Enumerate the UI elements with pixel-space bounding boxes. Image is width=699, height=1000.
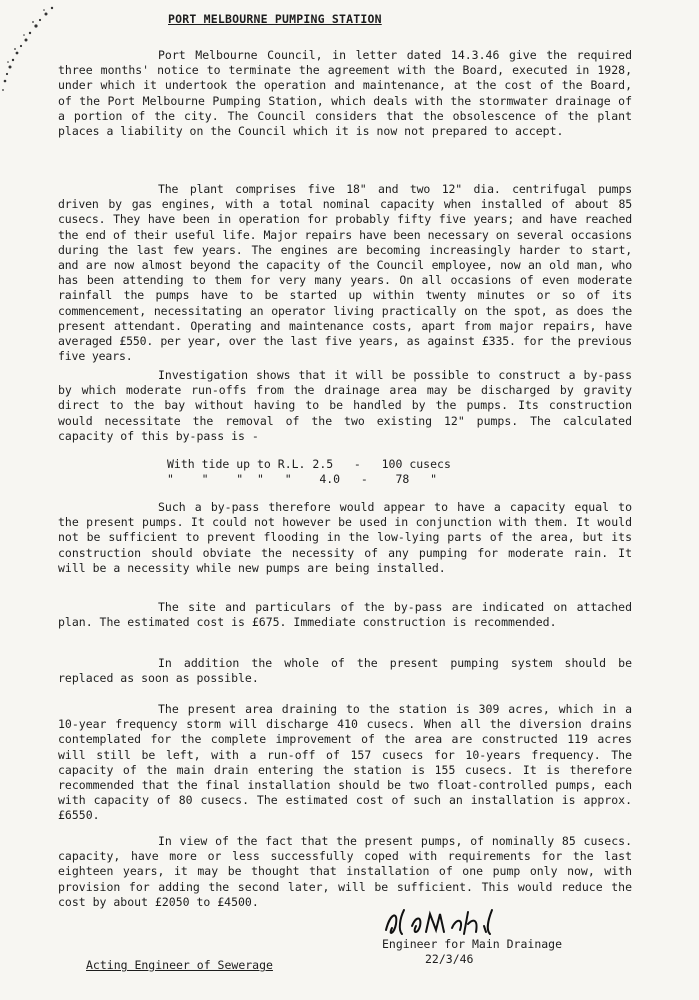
- paragraph-area-draining: The present area draining to the station is 309 acres, which in a 10-year frequency storm will discharge 410 cusecs. When all the diversion drains contemplated for the complete improvement of the area are constructed 119 acres will still be left, with a run-off of 157 cusecs for 10-years frequency. The capacity of the main drain entering the station is 155 cusecs. It is therefore recommended that the final installation should be two float-controlled pumps, each with capacity of 80 cusecs. The estimated cost of such an installation is approx. £6550.: [58, 702, 632, 823]
- capacity-row-high-tide: With tide up to R.L. 2.5 - 100 cusecs: [167, 457, 451, 471]
- signer-title: Engineer for Main Drainage: [382, 937, 563, 951]
- paragraph-bypass-capacity: Such a by-pass therefore would appear to have a capacity equal to the present pumps. It could not however be used in conjunction with them. It would not be sufficient to prevent flooding in the low-lying parts of the area, but its construction should obviate the necessity of any pumping for moderate rain. It will be a necessity while new pumps are being installed.: [58, 500, 632, 575]
- signature-date: 22/3/46: [425, 952, 474, 966]
- capacity-row-low-tide: " " " " " 4.0 - 78 ": [167, 472, 438, 486]
- paragraph-notice: Port Melbourne Council, in letter dated 14.3.46 give the required three months' notice to terminate the agreement with the Board, executed in 1928, under which it undertook the operation and maintenance, at the cost of the Board, of the Port Melbourne Pumping Station, which deals with the stormwater drainage of a portion of the city. The Council considers that the obsolescence of the plant places a liability on the Council which it is now not prepared to accept.: [58, 48, 632, 139]
- paragraph-recommendation: In view of the fact that the present pumps, of nominally 85 cusecs. capacity, have more or less successfully coped with requirements for the last eighteen years, it may be thought that installation of one pump only now, with provision for adding the second later, will be sufficient. This would reduce the cost by about £2050 to £4500.: [58, 834, 632, 909]
- document-title: PORT MELBOURNE PUMPING STATION: [168, 12, 382, 26]
- paragraph-site-cost: The site and particulars of the by-pass are indicated on attached plan. The estimated cost is £675. Immediate construction is recommended.: [58, 600, 632, 630]
- paragraph-plant-description: The plant comprises five 18" and two 12" dia. centrifugal pumps driven by gas engines, with a total nominal capacity when installed of about 85 cusecs. They have been in operation for probably fifty five years; and have reached the end of their useful life. Major repairs have been necessary on several occasions during the last few years. The engines are becoming increasingly harder to start, and are now almost beyond the capacity of the Council employee, now an old man, who has been attending to them for very many years. On all occasions of even moderate rainfall the pumps have to be started up within twenty minutes or so of its commencement, necessitating an operator living practically on the spot, as does the present attendant. Operating and maintenance costs, apart from major repairs, have averaged £550. per year, over the last five years, as against £335. for the previous five years.: [58, 182, 632, 364]
- acting-engineer-line: Acting Engineer of Sewerage: [86, 958, 273, 972]
- paragraph-replacement: In addition the whole of the present pumping system should be replaced as soon as possible.: [58, 656, 632, 686]
- scan-speckle-mark: [0, 0, 60, 110]
- handwritten-signature: [382, 904, 552, 940]
- paragraph-bypass-investigation: Investigation shows that it will be possible to construct a by-pass by which moderate run-offs from the drainage area may be discharged by gravity direct to the bay without having to be handled by the pumps. Its construction would necessitate the removal of the two existing 12" pumps. The calculated capacity of this by-pass is -: [58, 368, 632, 443]
